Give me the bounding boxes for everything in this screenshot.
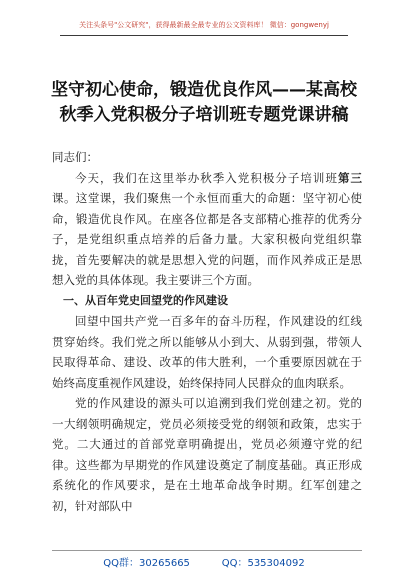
lesson-number-emphasis: 第三 <box>337 170 363 185</box>
paragraph-intro-text-a: 今天，我们在这里举办秋季入党积极分子培训班 <box>75 170 338 185</box>
document-title <box>36 78 372 128</box>
paragraph-intro <box>52 168 362 291</box>
greeting: 同志们： <box>52 150 98 164</box>
footer-divider <box>52 550 362 551</box>
page-header-banner: 关注头条号"公文研究"，获得最新最全最专业的公文资料库！ 微信：gongwenyj <box>79 21 329 29</box>
title-line-2: 秋季入党积极分子培训班专题党课讲稿 <box>59 105 349 125</box>
paragraph-3: 党的作风建设的源头可以追溯到我们党创建之初。党的一大纲领明确规定，党员必须接受党的纲领和政策，忠实于党。二大通过的首部党章明确提出，党员必须遵守党的纪律。这些都为早期党的作风建设奠定了制度基础。真正形成系统化的作风要求，是在土地革命战争时期。红军创建之初，针对部队中 <box>52 396 362 513</box>
page-footer-contact: QQ群：30265665 QQ：535304092 <box>103 558 305 569</box>
title-line-1: 坚守初心使命，锻造优良作风——某高校 <box>51 80 357 100</box>
section-heading-1: 一、从百年党史回望党的作风建设 <box>63 293 228 307</box>
paragraph-intro-text-b: 课。这堂课，我们聚焦一个永恒而重大的命题：坚守初心使命，锻造优良作风。在座各位都是各支部精心推荐的优秀分子，是党组织重点培养的后备力量。大家积极向党组织靠拢，首先要解决的就是思想入党的问题，而作风养成正是思想入党的具体体现。我主要讲三个方面。 <box>52 191 362 287</box>
document-body <box>52 147 362 516</box>
header-divider <box>60 35 348 36</box>
paragraph-2: 回望中国共产党一百多年的奋斗历程，作风建设的红线贯穿始终。我们党之所以能够从小到大、从弱到强，带领人民取得革命、建设、改革的伟大胜利，一个重要原因就在于始终高度重视作风建设，始终保持同人民群众的血肉联系。 <box>52 314 362 390</box>
